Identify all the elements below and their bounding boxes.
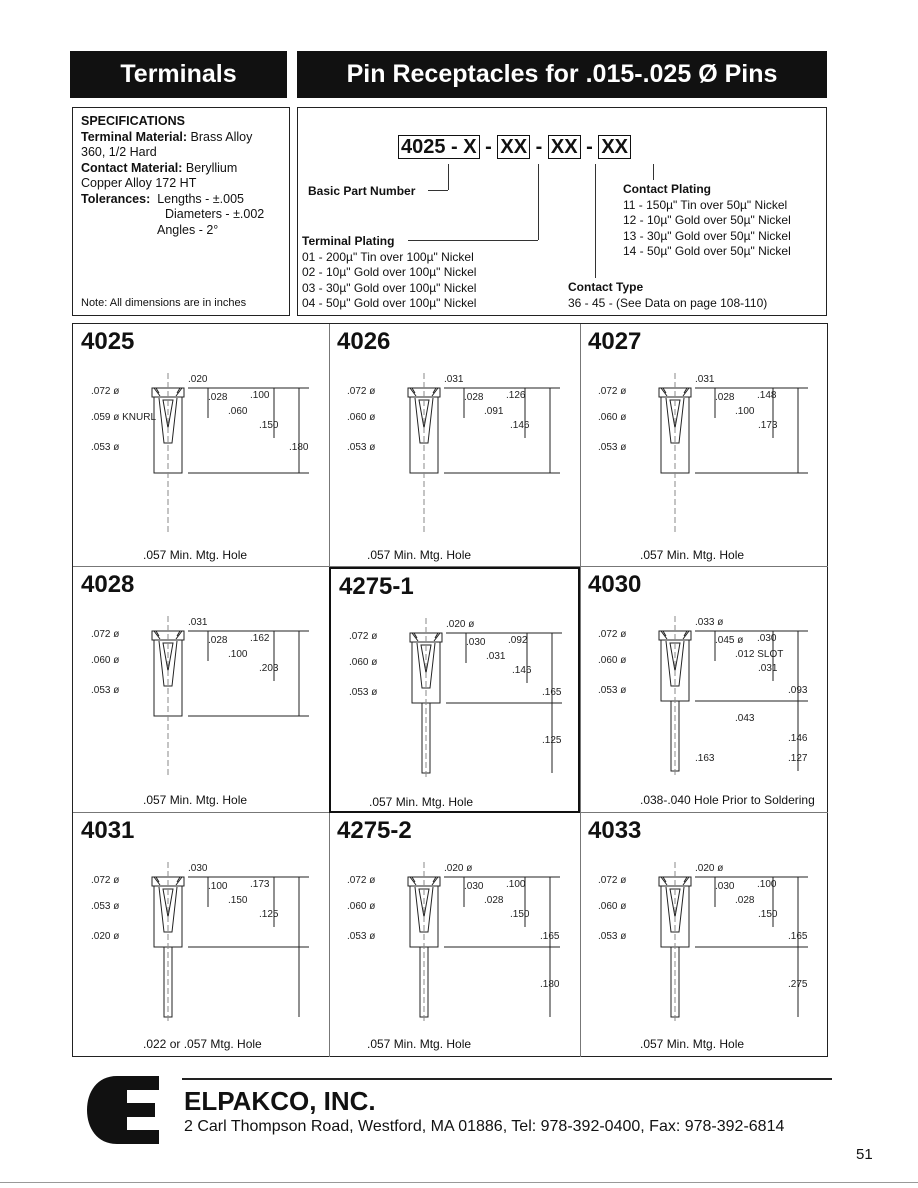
part-drawing bbox=[73, 358, 325, 538]
dimension-label: .053 ø bbox=[91, 901, 120, 912]
dimension-label: .173 bbox=[250, 879, 270, 890]
part-number-label: 4028 bbox=[81, 571, 135, 598]
plating-option: 01 - 200µ" Tin over 100µ" Nickel bbox=[302, 249, 474, 264]
mounting-hole-caption: .022 or .057 Mtg. Hole bbox=[143, 1037, 262, 1051]
contact-type-block bbox=[568, 280, 767, 311]
mounting-hole-caption: .057 Min. Mtg. Hole bbox=[640, 548, 745, 562]
mounting-hole-caption: .057 Min. Mtg. Hole bbox=[143, 548, 248, 562]
part-cell-4025 bbox=[73, 324, 329, 566]
part-number-label: 4027 bbox=[588, 328, 642, 355]
dimension-label: .125 bbox=[259, 909, 279, 920]
contact-type-value: 36 - 45 - (See Data on page 108-110) bbox=[568, 295, 768, 310]
plating-option: 02 - 10µ" Gold over 100µ" Nickel bbox=[302, 265, 477, 279]
contact-plating-option: 11 - 150µ" Tin over 50µ" Nickel bbox=[623, 197, 788, 212]
dimension-label: .053 ø bbox=[598, 931, 627, 942]
dimension-label: .093 bbox=[788, 685, 808, 696]
part-drawing bbox=[329, 847, 576, 1027]
dimension-label: .072 ø bbox=[598, 386, 627, 397]
part-cell-4026 bbox=[329, 324, 580, 566]
dimension-label: .053 ø bbox=[91, 685, 120, 696]
dimension-label: .031 bbox=[758, 663, 778, 674]
contact-plating-list bbox=[623, 182, 791, 260]
dimension-label: .028 bbox=[715, 392, 735, 403]
dimension-label: .053 ø bbox=[347, 931, 376, 942]
part-drawing bbox=[73, 847, 325, 1027]
dimension-label: .150 bbox=[758, 909, 778, 920]
part-cell-4028 bbox=[73, 567, 329, 813]
dimension-label: .150 bbox=[259, 420, 279, 431]
dimension-label: .100 bbox=[757, 879, 777, 890]
part-number-label: 4033 bbox=[588, 817, 642, 844]
dimension-label: .060 ø bbox=[598, 412, 627, 423]
dimension-label: .028 bbox=[464, 392, 484, 403]
dimension-label: .100 bbox=[228, 649, 248, 660]
dimension-label: .146 bbox=[512, 665, 532, 676]
dimension-label: .053 ø bbox=[347, 442, 376, 453]
dimension-label: .150 bbox=[510, 909, 530, 920]
part-number-label: 4275-2 bbox=[337, 817, 412, 844]
part-cell-4031 bbox=[73, 813, 329, 1058]
dimension-label: .043 bbox=[735, 713, 755, 724]
dimension-label: .031 bbox=[695, 374, 715, 385]
dimension-label: .060 ø bbox=[598, 655, 627, 666]
dimension-label: .060 ø bbox=[91, 655, 120, 666]
part-number-label: 4030 bbox=[588, 571, 642, 598]
section-title-terminals bbox=[70, 51, 287, 98]
dimension-label: .146 bbox=[788, 733, 808, 744]
material-value-2: 360, 1/2 Hard bbox=[81, 145, 157, 159]
dimension-label: .060 ø bbox=[347, 412, 376, 423]
part-cell-4275-1 bbox=[329, 567, 580, 813]
part-drawing bbox=[580, 601, 824, 781]
page-title bbox=[297, 51, 827, 98]
part-cell-4033 bbox=[580, 813, 828, 1058]
dimension-label: .020 ø bbox=[695, 863, 724, 874]
part-drawing bbox=[580, 358, 824, 538]
part-number-label: 4026 bbox=[337, 328, 391, 355]
dimension-label: .165 bbox=[788, 931, 808, 942]
dimension-label: .059 ø KNURL bbox=[91, 412, 157, 423]
dimension-label: .028 bbox=[208, 392, 228, 403]
section-title-text: Terminals bbox=[120, 60, 237, 88]
dimension-note: Note: All dimensions are in inches bbox=[81, 296, 247, 309]
dimension-label: .053 ø bbox=[349, 687, 378, 698]
dimension-label: .060 ø bbox=[349, 657, 378, 668]
dimension-label: .033 ø bbox=[695, 617, 724, 628]
dimension-label: .031 bbox=[188, 617, 208, 628]
dimension-label: .072 ø bbox=[91, 875, 120, 886]
dimension-label: .030 bbox=[188, 863, 208, 874]
dimension-label: .180 bbox=[540, 979, 560, 990]
plating-option: 03 - 30µ" Gold over 100µ" Nickel bbox=[302, 280, 477, 295]
dimension-label: .146 bbox=[510, 420, 530, 431]
dimension-label: .163 bbox=[695, 753, 715, 764]
company-address: 2 Carl Thompson Road, Westford, MA 01886, Tel: 978-392-0400, Fax: 978-392-6814 bbox=[184, 1118, 785, 1135]
dimension-label: .203 bbox=[259, 663, 279, 674]
dimension-label: .072 ø bbox=[598, 875, 627, 886]
dimension-label: .031 bbox=[444, 374, 464, 385]
dimension-label: .012 SLOT bbox=[735, 649, 784, 660]
dimension-label: .072 ø bbox=[347, 386, 376, 397]
dimension-label: .020 ø bbox=[444, 863, 473, 874]
dimension-label: .028 bbox=[484, 895, 504, 906]
contact-plating-option: 14 - 50µ" Gold over 50µ" Nickel bbox=[623, 244, 791, 258]
mounting-hole-caption: .057 Min. Mtg. Hole bbox=[367, 548, 472, 562]
contact-value-2: Copper Alloy 172 HT bbox=[81, 176, 197, 190]
dimension-label: .165 bbox=[540, 931, 560, 942]
page-number: 51 bbox=[856, 1146, 873, 1163]
mounting-hole-caption: .057 Min. Mtg. Hole bbox=[640, 1037, 745, 1051]
dimension-label: .150 bbox=[228, 895, 248, 906]
basic-part-number-label: Basic Part Number bbox=[308, 184, 416, 198]
dimension-label: .030 bbox=[715, 881, 735, 892]
dimension-label: .100 bbox=[208, 881, 228, 892]
dimension-label: .173 bbox=[758, 420, 778, 431]
dimension-label: .053 ø bbox=[598, 685, 627, 696]
pn-segment-contact-plating: XX bbox=[598, 135, 631, 159]
dimension-label: .020 bbox=[188, 374, 208, 385]
dimension-label: .030 bbox=[757, 633, 777, 644]
part-cell-4027 bbox=[580, 324, 828, 566]
dimension-label: .072 ø bbox=[91, 629, 120, 640]
dimension-label: .072 ø bbox=[598, 629, 627, 640]
dimension-label: .053 ø bbox=[91, 442, 120, 453]
dimension-label: .127 bbox=[788, 753, 808, 764]
dimension-label: .162 bbox=[250, 633, 270, 644]
dimension-label: .148 bbox=[757, 390, 777, 401]
material-value: Brass Alloy bbox=[190, 129, 253, 144]
dimension-label: .030 bbox=[464, 881, 484, 892]
dimension-label: .028 bbox=[208, 635, 228, 646]
part-drawing bbox=[580, 847, 824, 1027]
pn-segment-x: X bbox=[463, 136, 477, 158]
dimension-label: .125 bbox=[542, 735, 562, 746]
part-drawing bbox=[73, 601, 325, 781]
mounting-hole-caption: .057 Min. Mtg. Hole bbox=[143, 793, 248, 807]
dimension-label: .100 bbox=[735, 406, 755, 417]
dimension-label: .092 bbox=[508, 635, 528, 646]
tolerance-angles: Angles - 2° bbox=[157, 222, 219, 237]
tolerance-label: Tolerances: bbox=[81, 191, 151, 206]
spec-heading: SPECIFICATIONS bbox=[81, 114, 185, 128]
mounting-hole-caption: .057 Min. Mtg. Hole bbox=[369, 795, 474, 809]
company-name: ELPAKCO, INC. bbox=[184, 1086, 376, 1116]
dimension-label: .030 bbox=[466, 637, 486, 648]
part-drawing bbox=[329, 358, 576, 538]
pn-segment-terminal-plating: XX bbox=[497, 135, 530, 159]
tolerance-diameters: Diameters - ±.002 bbox=[165, 207, 265, 221]
dimension-label: .100 bbox=[506, 879, 526, 890]
page-title-text: Pin Receptacles for .015-.025 Ø Pins bbox=[346, 60, 778, 88]
part-number-label: 4025 bbox=[81, 328, 135, 355]
dimension-label: .060 ø bbox=[347, 901, 376, 912]
dimension-label: .031 bbox=[486, 651, 506, 662]
dimension-label: .028 bbox=[735, 895, 755, 906]
mounting-hole-caption: .038-.040 Hole Prior to Soldering bbox=[640, 793, 815, 807]
dimension-label: .091 bbox=[484, 406, 504, 417]
dimension-label: .060 bbox=[228, 406, 248, 417]
dimension-label: .126 bbox=[506, 390, 526, 401]
dimension-label: .072 ø bbox=[349, 631, 378, 642]
part-number-box bbox=[297, 107, 827, 316]
terminal-plating-title: Terminal Plating bbox=[302, 234, 395, 248]
mounting-hole-caption: .057 Min. Mtg. Hole bbox=[367, 1037, 472, 1051]
part-cell-4030 bbox=[580, 567, 828, 813]
tolerance-lengths: Lengths - ±.005 bbox=[157, 191, 244, 206]
contact-plating-option: 12 - 10µ" Gold over 50µ" Nickel bbox=[623, 213, 791, 227]
contact-label: Contact Material: bbox=[81, 160, 183, 175]
dimension-label: .020 ø bbox=[446, 619, 475, 630]
pn-segment-contact-type: XX bbox=[548, 135, 581, 159]
dimension-label: .275 bbox=[788, 979, 808, 990]
contact-value: Beryllium bbox=[185, 160, 238, 175]
dimension-label: .072 ø bbox=[91, 386, 120, 397]
pn-segment-basic: 4025 bbox=[401, 136, 446, 158]
contact-type-title: Contact Type bbox=[568, 280, 644, 294]
plating-option: 04 - 50µ" Gold over 100µ" Nickel bbox=[302, 296, 477, 310]
specifications-box bbox=[72, 107, 290, 316]
contact-plating-option: 13 - 30µ" Gold over 50µ" Nickel bbox=[623, 228, 791, 243]
dimension-label: .100 bbox=[250, 390, 270, 401]
dimension-label: .053 ø bbox=[598, 442, 627, 453]
dimension-label: .045 ø bbox=[715, 635, 744, 646]
dimension-label: .020 ø bbox=[91, 931, 120, 942]
dimension-label: .180 bbox=[289, 442, 309, 453]
part-cell-4275-2 bbox=[329, 813, 580, 1058]
material-label: Terminal Material: bbox=[81, 129, 188, 144]
dimension-label: .072 ø bbox=[347, 875, 376, 886]
elpakco-logo bbox=[83, 1074, 163, 1146]
part-number-label: 4031 bbox=[81, 817, 135, 844]
part-drawing bbox=[331, 603, 578, 783]
dimension-label: .060 ø bbox=[598, 901, 627, 912]
dimension-label: .165 bbox=[542, 687, 562, 698]
part-number-label: 4275-1 bbox=[339, 573, 414, 600]
part-number-code: 4025 - X - XX - XX - XX bbox=[398, 136, 631, 159]
contact-plating-title: Contact Plating bbox=[623, 182, 712, 196]
terminal-plating-list bbox=[302, 234, 476, 312]
